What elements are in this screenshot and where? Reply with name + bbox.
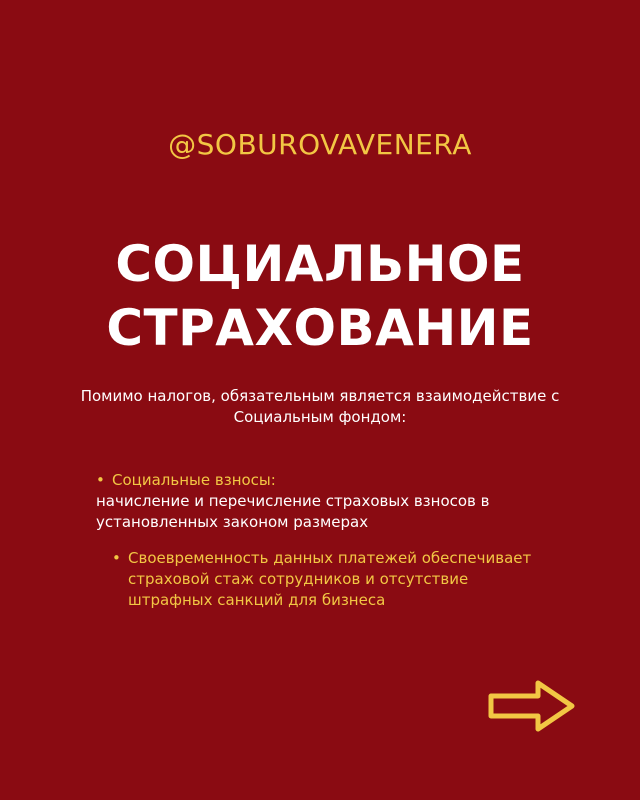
title-line-2: СТРАХОВАНИЕ (106, 299, 534, 357)
bullet-body-text: начисление и перечисление страховых взносов в установленных законом размерах (96, 492, 490, 531)
bullet-dot-icon: • (112, 549, 121, 567)
bullet-item-social-contributions (96, 470, 536, 533)
bullet-item-timeliness (112, 548, 542, 611)
page-title (0, 232, 640, 360)
arrow-right-icon[interactable] (486, 678, 578, 734)
bullet-text: Своевременность данных платежей обеспечивает страховой стаж сотрудников и отсутствие штрафных санкций для бизнеса (128, 549, 532, 609)
bullet-heading-text: Социальные взносы: (112, 471, 276, 489)
bullet-dot-icon: • (96, 471, 105, 489)
intro-text: Помимо налогов, обязательным является взаимодействие с Социальным фондом: (80, 387, 560, 426)
title-line-1: СОЦИАЛЬНОЕ (115, 235, 525, 293)
account-handle: @SOBUROVAVENERA (168, 128, 472, 161)
bullet-heading (96, 470, 536, 491)
